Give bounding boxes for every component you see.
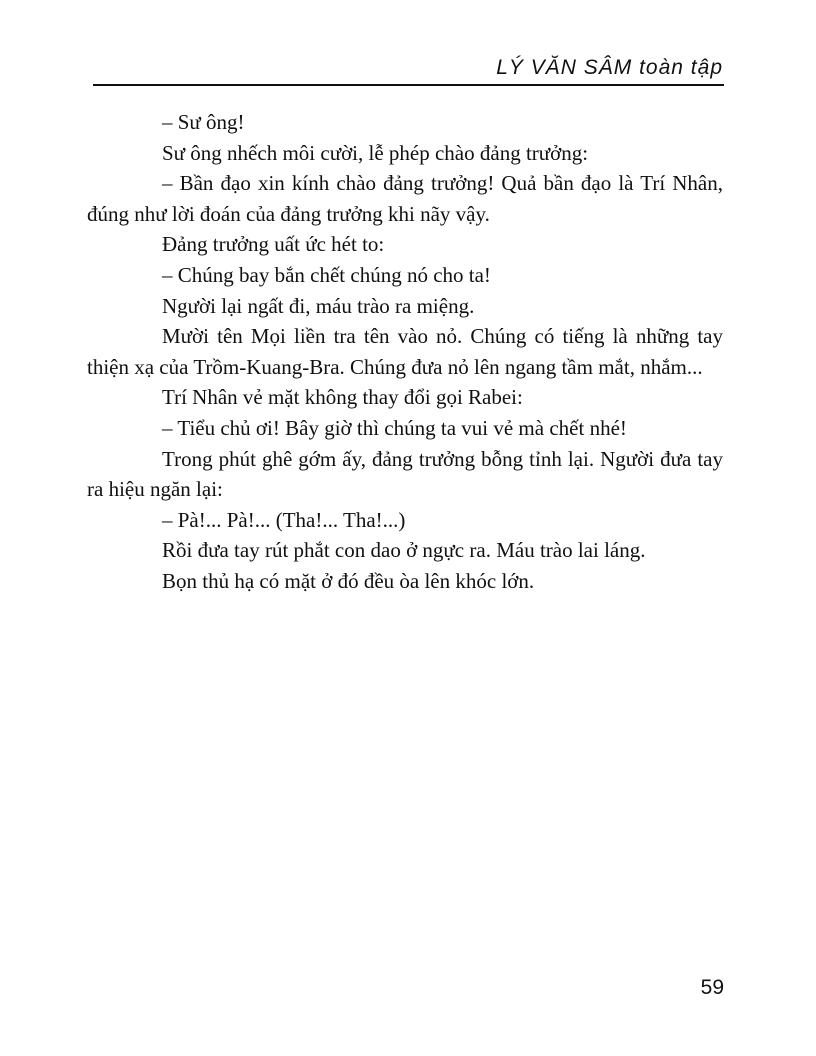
body-text	[87, 107, 723, 597]
paragraph: – Sư ông!	[162, 110, 245, 134]
paragraph: Trong phút ghê gớm ấy, đảng trưởng bỗng tỉnh lại. Người đưa tay ra hiệu ngăn lại:	[87, 446, 723, 502]
paragraph: Mười tên Mọi liền tra tên vào nỏ. Chúng có tiếng là những tay thiện xạ của Trồm-Kuang-Bra. Chúng đưa nỏ lên ngang tầm mắt, nhắm...	[87, 324, 723, 379]
paragraph: Đảng trưởng uất ức hét to:	[162, 232, 385, 257]
paragraph: Trí Nhân vẻ mặt không thay đổi gọi Rabei:	[162, 385, 523, 410]
header-divider	[93, 84, 724, 86]
paragraph: Rồi đưa tay rút phắt con dao ở ngực ra. Máu trào lai láng.	[162, 538, 646, 563]
paragraph: Người lại ngất đi, máu trào ra miệng.	[162, 293, 475, 318]
paragraph: – Bần đạo xin kính chào đảng trưởng! Quả bần đạo là Trí Nhân, đúng như lời đoán của đảng trưởng khi nãy vậy.	[87, 171, 723, 226]
page-number: 59	[700, 976, 724, 999]
paragraph: – Tiểu chủ ơi! Bây giờ thì chúng ta vui vẻ mà chết nhé!	[162, 415, 627, 440]
paragraph: – Chúng bay bắn chết chúng nó cho ta!	[162, 262, 491, 287]
running-header-title: LÝ VĂN SÂM toàn tập	[496, 56, 723, 79]
paragraph: Bọn thủ hạ có mặt ở đó đều òa lên khóc lớn.	[162, 568, 535, 593]
paragraph: – Pà!... Pà!... (Tha!... Tha!...)	[162, 507, 406, 532]
paragraph: Sư ông nhếch môi cười, lễ phép chào đảng trưởng:	[162, 140, 589, 165]
